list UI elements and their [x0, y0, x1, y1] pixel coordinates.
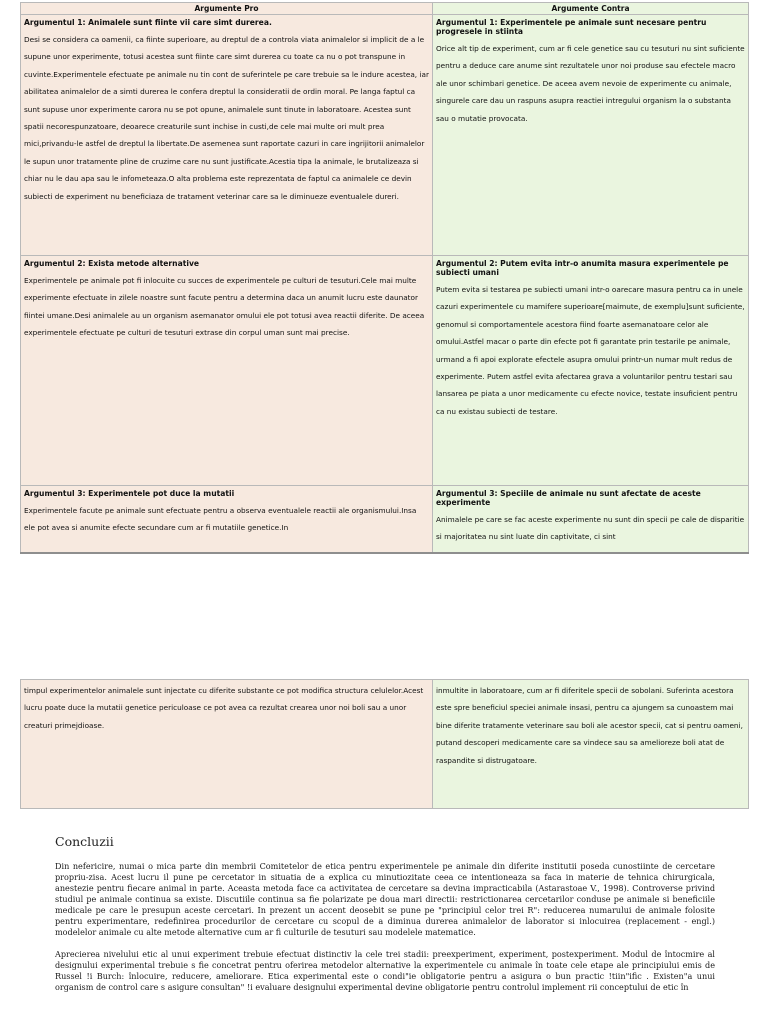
pro-argument-2-text: Experimentele pe animale pot fi inlocuite cu succes de experimentele pe culturi de tesuturi.Cele mai multe experimente efectuate in zilele noastre sunt facute pentru a determina daca un anumit lucru este daunator fiintei umane.Desi animalele au un organism asemanator omului ele pot totusi avea reactii diferite. De aceea experimentele efectuate pe culturi de tesuturi extrase din corpul uman sunt mai precise. — [24, 276, 425, 338]
arguments-table — [20, 2, 749, 554]
conclusions-section — [55, 834, 715, 1004]
table-row — [21, 680, 749, 809]
pro-continuation-cell — [21, 680, 433, 809]
pro-argument-1-text: Desi se considera ca oamenii, ca fiinte superioare, au dreptul de a controla viata animalelor si implicit de a le supune unor experimente, totusi acestea sunt fiinte care simt durerea cu toate ca nu o pot transpune in cuvinte.Experimentele efectuate pe animale nu tin cont de suferintele pe care trebuie sa le indure acestea, iar abilitatea animalelor de a simti durerea le confera dreptul la consideratii de ordin moral. Pe langa faptul ca sunt supuse unor experimente carora nu se pot opune, animalele sunt tinute in laboratoare. Acestea sunt spatii necorespunzatoare, deoarece creaturile sunt inchise in custi,de cele mai multe ori mult prea mici,privandu-le astfel de dreptul la libertate.De asemenea sunt raportate cazuri in care ingrijitorii animalelor le supun unor tratamente pline de cruzime care nu sunt justificate.Acestia tipa la animale, le brutalizeaza si chiar nu le dau apa sau le infometeaza.O alta problema este reprezentata de faptul ca animalele ce devin subiecti de experiment nu beneficiaza de tratament veterinar care sa le diminueze eventualele dureri. — [24, 35, 429, 201]
contra-argument-3-text: Animalele pe care se fac aceste experimente nu sunt din specii pe cale de disparitie si majoritatea nu sint luate din captivitate, ci sint — [436, 515, 745, 542]
table-header-row — [21, 3, 749, 15]
conclusions-paragraph-2: Aprecierea nivelului etic al unui experiment trebuie efectuat distinctiv la cele trei stadii: preexperiment, experiment, postexperiment. Modul de întocmire al designului experimental trebuie s fie concetrat pentru oferirea metodelor alternative la experimentele cu animale în toate cele etape ale principiului emis de Russel !i Burch: înlocuire, reducere, ameliorare. Etica experimental este o condi"ie obligatorie pentru a asigura o bun practic !tiin"ific . Existen"a unui organism de control care s asigure consultan" !i evaluare designului experimental devine obligatorie pentru controlul implement rii conceptului de etic în — [55, 949, 715, 992]
table-row — [21, 486, 749, 554]
pro-cell-2 — [21, 256, 433, 486]
header-pro: Argumente Pro — [21, 3, 433, 15]
table-row — [21, 256, 749, 486]
pro-continuation-text: timpul experimentelor animalele sunt injectate cu diferite substante ce pot modifica structura celulelor.Acest lucru poate duce la mutatii genetice periculoase ce pot avea ca rezultat crearea unor noi boli sau a unor creaturi primejdioase. — [24, 686, 424, 730]
contra-argument-3-title: Argumentul 3: Speciile de animale nu sunt afectate de aceste experimente — [436, 489, 701, 507]
contra-cell-1 — [433, 15, 749, 256]
contra-cell-2 — [433, 256, 749, 486]
continuation-table — [20, 679, 749, 809]
conclusions-heading: Concluzii — [55, 834, 114, 849]
pro-argument-3-title: Argumentul 3: Experimentele pot duce la mutatii — [24, 489, 235, 498]
contra-cell-3 — [433, 486, 749, 554]
pro-argument-1-title: Argumentul 1: Animalele sunt fiinte vii care simt durerea. — [24, 18, 272, 27]
header-contra: Argumente Contra — [433, 3, 749, 15]
contra-argument-1-text: Orice alt tip de experiment, cum ar fi cele genetice sau cu tesuturi nu sint suficiente pentru a deduce care anume sint rezultatele unor noi produse sau efectele macro ale unor schimbari genetice. De aceea avem nevoie de experimente cu animale, singurele care dau un raspuns asupra reactiei intregului organism la o substanta sau o mutatie provocata. — [436, 44, 745, 123]
table-row — [21, 15, 749, 256]
pro-cell-3 — [21, 486, 433, 554]
pro-argument-3-text: Experimentele facute pe animale sunt efectuate pentru a observa eventualele reactii ale organismului.Insa ele pot avea si anumite efecte secundare cum ar fi mutatiile genetice.In — [24, 506, 417, 533]
contra-argument-2-text: Putem evita si testarea pe subiecti umani intr-o oarecare masura pentru ca in unele cazuri experimentele cu mamifere superioare[maimute, de exemplu]sunt suficiente, genomul si comportamentele acestora fiind foarte asemanatoare celor ale omului.Astfel macar o parte din efecte pot fi garantate prin testarile pe animale, urmand a fi apoi explorate efectele asupra omului printr-un numar mult redus de experimente. Putem astfel evita afectarea grava a voluntarilor pentru testari sau lansarea pe piata a unor medicamente cu efecte novice, testate insuficient pentru ca nu existau subiecti de testare. — [436, 285, 745, 416]
contra-argument-2-title: Argumentul 2: Putem evita intr-o anumita masura experimentele pe subiecti umani — [436, 259, 729, 277]
pro-cell-1 — [21, 15, 433, 256]
contra-continuation-cell — [433, 680, 749, 809]
pro-argument-2-title: Argumentul 2: Exista metode alternative — [24, 259, 200, 268]
contra-argument-1-title: Argumentul 1: Experimentele pe animale sunt necesare pentru progresele in stiinta — [436, 18, 707, 36]
contra-continuation-text: inmultite in laboratoare, cum ar fi diferitele specii de sobolani. Suferinta acestora este spre beneficiul speciei animale insasi, pentru ca ajungem sa cunoastem mai bine diferite tratamente veterinare sau boli ale acestor specii, cat si pentru oameni, putand descoperi medicamente care sa vindece sau sa amelioreze boli atat de raspandite si distrugatoare. — [436, 686, 743, 765]
conclusions-paragraph-1: Din nefericire, numai o mica parte din membrii Comitetelor de etica pentru experimentele pe animale din diferite institutii poseda cunostiinte de cercetare propriu-zisa. Acest lucru il pune pe cercetator in situatia de a explica cu minutiozitate ceea ce intentioneaza sa faca in materie de tehnica chirurgicala, anestezie pentru fiecare animal in parte. Aceasta metoda face ca activitatea de cercetare sa devina impracticabila (Astarastoae V., 1998). Controverse privind studiul pe animale continua sa existe. Discutiile continua sa fie polarizate pe doua mari directii: restrictionarea cercetarilor conduse pe animale si beneficiile medicale pe care le presupun aceste cercetari. In prezent un accent deosebit se pune pe "principiul celor trei R": reducerea numarului de animale folosite pentru experimentare, redefinirea procedurilor de cercetare cu scopul de a diminua durerea animalelor de laborator si inlocuirea (replacement - engl.) modelelor animale cu alte metode alternative cum ar fi culturile de tesuturi sau modelele matematice. — [55, 861, 715, 937]
